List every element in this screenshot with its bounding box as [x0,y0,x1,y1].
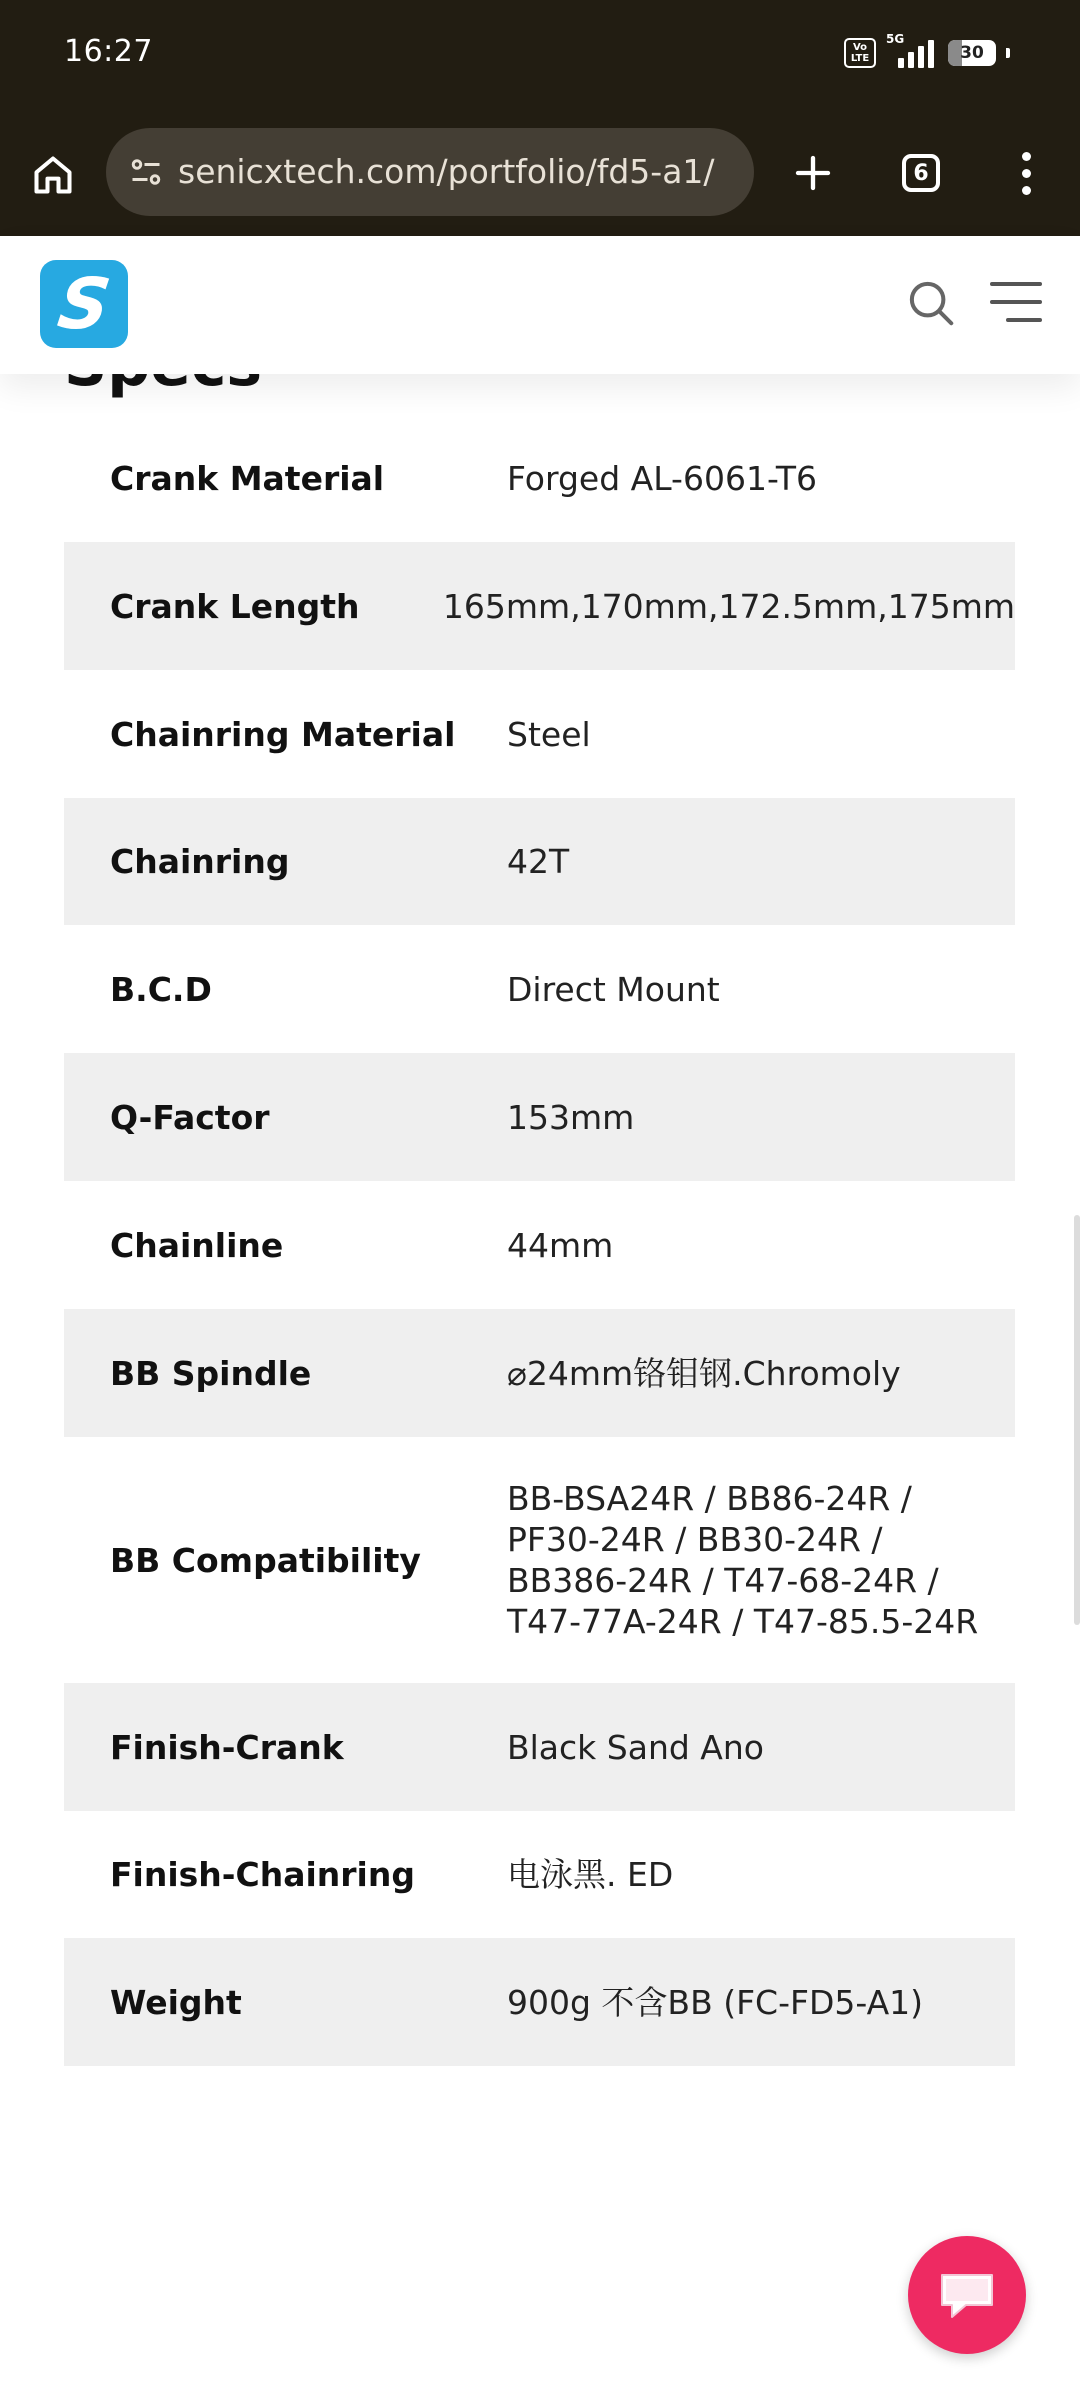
spec-row [64,798,1015,925]
home-icon [31,153,75,197]
logo-letter: S [53,263,115,345]
spec-value: Direct Mount [507,969,720,1009]
spec-label: Crank Material [110,458,385,498]
spec-value: Forged AL-6061-T6 [507,458,817,498]
spec-value: 153mm [507,1097,635,1137]
spec-label: Chainring Material [110,714,456,754]
battery-tip [1006,48,1010,58]
spec-row [64,1181,1015,1309]
site-settings-icon[interactable] [122,148,170,196]
status-time: 16:27 [64,34,153,69]
network-type: 5G [886,32,905,46]
spec-row [64,542,1015,670]
spec-label: Q-Factor [110,1097,270,1137]
spec-row [64,1938,1015,2066]
spec-label: Finish-Crank [110,1727,344,1767]
chat-button[interactable] [908,2236,1026,2354]
browser-toolbar [0,110,1080,236]
spec-label: Crank Length [110,586,360,626]
spec-row [64,925,1015,1053]
new-tab-button[interactable] [778,138,848,208]
volte-icon: Vo LTE [844,38,876,68]
search-icon [904,276,958,330]
specs-table [64,414,1015,2066]
spec-value: 44mm [507,1225,614,1265]
spec-value: 900g 不含BB (FC-FD5-A1) [507,1982,924,2022]
battery-icon [948,40,996,66]
spec-row [64,1437,1015,1683]
spec-value: BB-BSA24R / BB86-24R / PF30-24R / BB30-24R / BB386-24R / T47-68-24R / T47-77A-24R / T47-85.5-24R [507,1479,979,1641]
search-button[interactable] [904,276,958,330]
menu-button[interactable] [990,282,1042,322]
tab-switcher-button[interactable] [886,138,956,208]
spec-value: Steel [507,714,591,754]
address-bar[interactable] [106,128,754,216]
spec-label: Chainline [110,1225,284,1265]
spec-row [64,414,1015,542]
spec-label: Weight [110,1982,242,2022]
spec-value: ⌀24mm铬钼钢.Chromoly [507,1353,901,1393]
spec-value: 165mm,170mm,172.5mm,175mm [442,586,1015,626]
status-icons [844,32,1010,70]
spec-label: Finish-Chainring [110,1855,415,1894]
site-logo[interactable] [40,260,128,348]
spec-row [64,1309,1015,1437]
url-text[interactable]: senicxtech.com/portfolio/fd5-a1/ [178,152,715,191]
spec-row [64,1811,1015,1938]
spec-row [64,670,1015,798]
site-header [0,236,1080,374]
spec-label: BB Spindle [110,1353,312,1393]
spec-row [64,1683,1015,1811]
page-scrollbar[interactable] [1074,1215,1080,1625]
spec-value: Black Sand Ano [507,1727,764,1767]
spec-label: BB Compatibility [110,1540,421,1580]
plus-icon [793,153,833,193]
spec-value: 电泳黑. ED [507,1855,674,1894]
status-bar [0,0,1080,110]
home-button[interactable] [22,144,84,206]
battery-level: 30 [960,43,984,63]
chat-icon [936,2267,998,2323]
signal-icon [886,32,938,70]
spec-value: 42T [507,842,570,881]
more-options-button[interactable] [996,138,1056,208]
tab-count: 6 [902,154,940,192]
spec-row [64,1053,1015,1181]
spec-label: Chainring [110,842,290,881]
spec-label: B.C.D [110,969,212,1009]
